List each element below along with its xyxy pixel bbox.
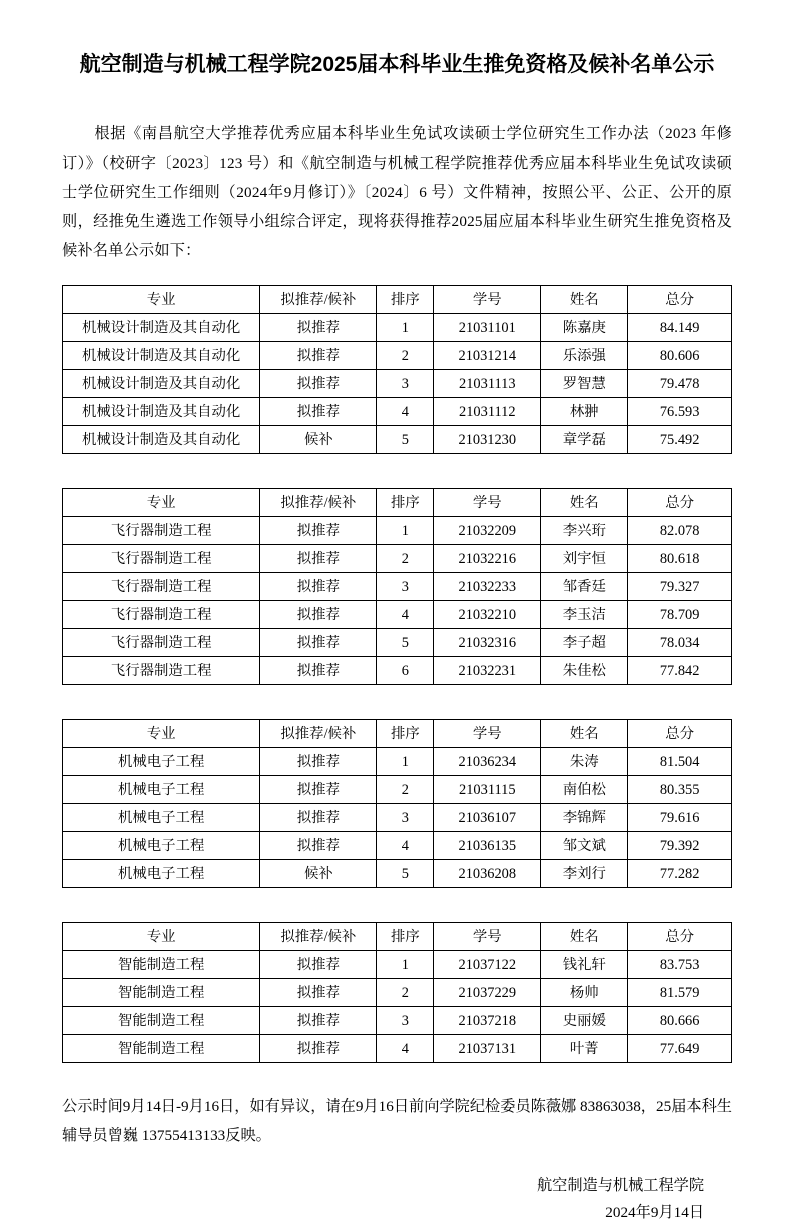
table-row: [63, 804, 732, 832]
column-header: 学号: [434, 720, 541, 748]
table-cell: 83.753: [628, 951, 732, 979]
table-cell: 6: [377, 657, 434, 685]
table-cell: 78.709: [628, 601, 732, 629]
column-header: 学号: [434, 489, 541, 517]
intro-paragraph: [62, 119, 732, 265]
table-cell: 21037131: [434, 1035, 541, 1063]
table-cell: 拟推荐: [260, 629, 377, 657]
table-cell: 邹香廷: [541, 573, 628, 601]
table-header-row: [63, 720, 732, 748]
table-row: [63, 1007, 732, 1035]
table-cell: 飞行器制造工程: [63, 601, 260, 629]
table-cell: 钱礼轩: [541, 951, 628, 979]
table-header-row: [63, 489, 732, 517]
signature-org: 航空制造与机械工程学院: [536, 1177, 704, 1195]
table-cell: 机械设计制造及其自动化: [63, 314, 260, 342]
table-row: [63, 748, 732, 776]
table-row: [63, 398, 732, 426]
table-cell: 1: [377, 517, 434, 545]
table-cell: 78.034: [628, 629, 732, 657]
table-cell: 陈嘉庚: [541, 314, 628, 342]
table-cell: 李锦辉: [541, 804, 628, 832]
table-cell: 朱佳松: [541, 657, 628, 685]
table-cell: 拟推荐: [260, 517, 377, 545]
table-spacer: [62, 454, 732, 468]
table-cell: 李玉洁: [541, 601, 628, 629]
table-row: [63, 776, 732, 804]
table-cell: 21032209: [434, 517, 541, 545]
table-cell: 21032231: [434, 657, 541, 685]
table-cell: 2: [377, 776, 434, 804]
table-cell: 拟推荐: [260, 804, 377, 832]
table-cell: 2: [377, 979, 434, 1007]
table-cell: 拟推荐: [260, 601, 377, 629]
column-header: 排序: [377, 286, 434, 314]
table-cell: 5: [377, 426, 434, 454]
table-cell: 75.492: [628, 426, 732, 454]
table-cell: 朱涛: [541, 748, 628, 776]
table-cell: 拟推荐: [260, 951, 377, 979]
table-row: [63, 314, 732, 342]
table-cell: 21036208: [434, 860, 541, 888]
table-cell: 拟推荐: [260, 545, 377, 573]
table-cell: 候补: [260, 860, 377, 888]
table-cell: 李子超: [541, 629, 628, 657]
notice-paragraph: 公示时间9月14日-9月16日，如有异议，请在9月16日前向学院纪检委员陈薇娜 83863038，25届本科生辅导员曾巍 13755413133反映。: [62, 1098, 732, 1145]
column-header: 学号: [434, 923, 541, 951]
column-header: 总分: [628, 286, 732, 314]
signature-date: 2024年9月14日: [605, 1203, 704, 1221]
column-header: 排序: [377, 489, 434, 517]
table-row: [63, 1035, 732, 1063]
table-cell: 南伯松: [541, 776, 628, 804]
table-cell: 飞行器制造工程: [63, 573, 260, 601]
column-header: 专业: [63, 489, 260, 517]
table-cell: 79.327: [628, 573, 732, 601]
table-cell: 章学磊: [541, 426, 628, 454]
column-header: 学号: [434, 286, 541, 314]
table-cell: 拟推荐: [260, 370, 377, 398]
column-header: 专业: [63, 923, 260, 951]
table-cell: 乐添强: [541, 342, 628, 370]
table-cell: 21036135: [434, 832, 541, 860]
table-cell: 80.606: [628, 342, 732, 370]
table-cell: 76.593: [628, 398, 732, 426]
column-header: 总分: [628, 720, 732, 748]
table-cell: 3: [377, 1007, 434, 1035]
table-row: [63, 342, 732, 370]
table-row: [63, 545, 732, 573]
table-cell: 飞行器制造工程: [63, 545, 260, 573]
table-cell: 21037229: [434, 979, 541, 1007]
table-cell: 21031101: [434, 314, 541, 342]
column-header: 拟推荐/候补: [260, 923, 377, 951]
table-row: [63, 573, 732, 601]
table-cell: 机械设计制造及其自动化: [63, 426, 260, 454]
table-cell: 21037122: [434, 951, 541, 979]
table-cell: 刘宇恒: [541, 545, 628, 573]
table-cell: 3: [377, 370, 434, 398]
column-header: 拟推荐/候补: [260, 489, 377, 517]
table-cell: 1: [377, 951, 434, 979]
table-cell: 5: [377, 629, 434, 657]
signature-block: [62, 1173, 732, 1226]
table-row: [63, 979, 732, 1007]
table-cell: 77.282: [628, 860, 732, 888]
table-cell: 21031112: [434, 398, 541, 426]
table-cell: 1: [377, 314, 434, 342]
table-cell: 机械电子工程: [63, 748, 260, 776]
table-cell: 81.579: [628, 979, 732, 1007]
table-cell: 81.504: [628, 748, 732, 776]
column-header: 姓名: [541, 286, 628, 314]
table-cell: 罗智慧: [541, 370, 628, 398]
table-cell: 拟推荐: [260, 398, 377, 426]
table-cell: 飞行器制造工程: [63, 517, 260, 545]
table-cell: 机械电子工程: [63, 860, 260, 888]
intro-text: 根据《南昌航空大学推荐优秀应届本科毕业生免试攻读硕士学位研究生工作办法（2023 年修订）》（校研字〔2023〕123 号）和《航空制造与机械工程学院推荐优秀应届本科毕业生免试攻读硕士学位研究生工作细则（2024年9月修订）》〔2024〕6 号）文件精神，按照公平、公正、公开的原则，经推免生遴选工作领导小组综合评定，现将获得推荐2025届应届本科毕业生研究生推免资格及候补名单公示如下：: [62, 125, 732, 260]
table-cell: 机械电子工程: [63, 776, 260, 804]
table-row: [63, 601, 732, 629]
table-cell: 拟推荐: [260, 573, 377, 601]
table-row: [63, 832, 732, 860]
table-cell: 机械设计制造及其自动化: [63, 342, 260, 370]
table-cell: 3: [377, 804, 434, 832]
table-cell: 21032210: [434, 601, 541, 629]
column-header: 总分: [628, 923, 732, 951]
table-cell: 4: [377, 1035, 434, 1063]
column-header: 专业: [63, 286, 260, 314]
table-cell: 智能制造工程: [63, 979, 260, 1007]
table-row: [63, 517, 732, 545]
table-cell: 4: [377, 601, 434, 629]
table-cell: 79.478: [628, 370, 732, 398]
column-header: 排序: [377, 720, 434, 748]
table-cell: 77.649: [628, 1035, 732, 1063]
column-header: 姓名: [541, 489, 628, 517]
table-cell: 21032233: [434, 573, 541, 601]
table-cell: 2: [377, 342, 434, 370]
results-table: [62, 285, 732, 454]
column-header: 专业: [63, 720, 260, 748]
table-cell: 智能制造工程: [63, 951, 260, 979]
table-cell: 李兴珩: [541, 517, 628, 545]
table-cell: 拟推荐: [260, 832, 377, 860]
table-cell: 79.392: [628, 832, 732, 860]
table-cell: 拟推荐: [260, 979, 377, 1007]
table-cell: 80.355: [628, 776, 732, 804]
table-cell: 3: [377, 573, 434, 601]
table-cell: 21037218: [434, 1007, 541, 1035]
table-cell: 80.666: [628, 1007, 732, 1035]
table-cell: 21031214: [434, 342, 541, 370]
table-spacer: [62, 888, 732, 902]
table-cell: 拟推荐: [260, 1007, 377, 1035]
table-cell: 李刘行: [541, 860, 628, 888]
table-cell: 机械电子工程: [63, 832, 260, 860]
table-cell: 拟推荐: [260, 314, 377, 342]
table-cell: 5: [377, 860, 434, 888]
page-title: 航空制造与机械工程学院2025届本科毕业生推免资格及候补名单公示: [79, 53, 715, 76]
table-cell: 拟推荐: [260, 657, 377, 685]
table-row: [63, 370, 732, 398]
table-cell: 21036234: [434, 748, 541, 776]
column-header: 姓名: [541, 923, 628, 951]
table-cell: 拟推荐: [260, 776, 377, 804]
table-cell: 77.842: [628, 657, 732, 685]
results-table: [62, 719, 732, 888]
results-table: [62, 922, 732, 1063]
table-cell: 邹文斌: [541, 832, 628, 860]
tables-container: [62, 285, 732, 1063]
table-cell: 拟推荐: [260, 342, 377, 370]
table-row: [63, 657, 732, 685]
table-cell: 82.078: [628, 517, 732, 545]
table-cell: 2: [377, 545, 434, 573]
table-cell: 机械电子工程: [63, 804, 260, 832]
table-row: [63, 629, 732, 657]
results-table: [62, 488, 732, 685]
table-cell: 1: [377, 748, 434, 776]
table-cell: 史丽媛: [541, 1007, 628, 1035]
table-cell: 4: [377, 832, 434, 860]
table-cell: 21032316: [434, 629, 541, 657]
table-cell: 21032216: [434, 545, 541, 573]
table-cell: 79.616: [628, 804, 732, 832]
table-row: [63, 426, 732, 454]
table-cell: 机械设计制造及其自动化: [63, 370, 260, 398]
table-cell: 21031230: [434, 426, 541, 454]
table-cell: 21031113: [434, 370, 541, 398]
column-header: 排序: [377, 923, 434, 951]
table-header-row: [63, 923, 732, 951]
table-cell: 84.149: [628, 314, 732, 342]
table-header-row: [63, 286, 732, 314]
column-header: 拟推荐/候补: [260, 720, 377, 748]
table-cell: 叶菁: [541, 1035, 628, 1063]
table-spacer: [62, 685, 732, 699]
table-cell: 智能制造工程: [63, 1007, 260, 1035]
column-header: 姓名: [541, 720, 628, 748]
column-header: 拟推荐/候补: [260, 286, 377, 314]
table-cell: 21031115: [434, 776, 541, 804]
column-header: 总分: [628, 489, 732, 517]
table-cell: 飞行器制造工程: [63, 657, 260, 685]
table-cell: 候补: [260, 426, 377, 454]
table-cell: 80.618: [628, 545, 732, 573]
table-row: [63, 860, 732, 888]
table-cell: 拟推荐: [260, 748, 377, 776]
table-cell: 21036107: [434, 804, 541, 832]
table-cell: 林翀: [541, 398, 628, 426]
table-cell: 机械设计制造及其自动化: [63, 398, 260, 426]
table-cell: 4: [377, 398, 434, 426]
table-cell: 飞行器制造工程: [63, 629, 260, 657]
table-cell: 杨帅: [541, 979, 628, 1007]
table-row: [63, 951, 732, 979]
table-cell: 智能制造工程: [63, 1035, 260, 1063]
table-cell: 拟推荐: [260, 1035, 377, 1063]
